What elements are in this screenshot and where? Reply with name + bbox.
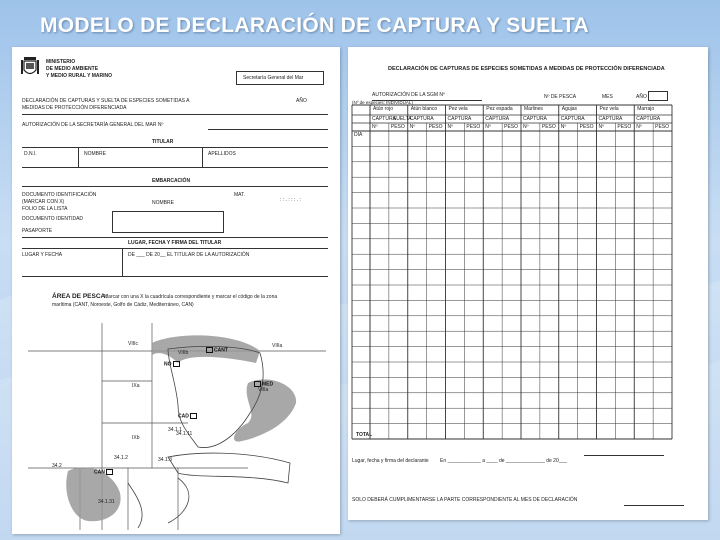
divider <box>22 147 328 148</box>
cell-border <box>122 248 123 276</box>
port-med[interactable]: MED <box>254 381 273 387</box>
cell-border <box>202 147 203 167</box>
area-title: ÁREA DE PESCA: <box>52 293 108 300</box>
coat-of-arms-icon <box>20 55 40 79</box>
field-pasaporte: PASAPORTE <box>22 228 53 234</box>
map-label: 34.1.11 <box>176 431 193 437</box>
numero-label: Nº <box>485 124 491 130</box>
captura-label: CAPTURA <box>447 116 472 122</box>
capture-table-page <box>348 47 708 520</box>
captura-label: CAPTURA <box>560 116 585 122</box>
field-nombre: NOMBRE <box>84 151 106 157</box>
suelta-label: SUELTA <box>392 116 412 122</box>
field-doc-identidad: DOCUMENTO IDENTIDAD <box>22 216 84 222</box>
captura-label: CAPTURA <box>485 116 510 122</box>
port-no[interactable]: NO <box>164 361 181 367</box>
field-dni: D.N.I. <box>24 151 37 157</box>
nombre-label: NOMBRE <box>152 200 174 206</box>
map-label: VIIIc <box>128 341 139 347</box>
captura-label: CAPTURA <box>598 116 623 122</box>
id-field-box[interactable] <box>112 211 224 233</box>
declaration-form-page <box>12 47 340 534</box>
firma-text: DE ___ DE 20__ EL TITULAR DE LA AUTORIZACIÓN <box>128 252 250 258</box>
port-can[interactable]: CAN <box>94 469 114 475</box>
section-firma: LUGAR, FECHA Y FIRMA DEL TITULAR <box>128 240 222 246</box>
field-folio: FOLIO DE LA LISTA <box>22 206 68 212</box>
map-label: 34.2 <box>52 463 62 469</box>
map-label: VIIIb <box>178 350 189 356</box>
divider <box>22 237 328 238</box>
map-label: IXa <box>132 383 140 389</box>
divider <box>22 114 328 115</box>
species-header: Atún rojo <box>373 106 394 112</box>
checkbox-icon <box>254 381 261 387</box>
section-embarcacion: EMBARCACIÓN <box>152 178 191 184</box>
map-label: 34.1.2 <box>114 455 128 461</box>
signature-line <box>584 455 664 456</box>
peso-label: PESO <box>428 124 443 130</box>
peso-label: PESO <box>466 124 481 130</box>
numero-label: Nº <box>447 124 453 130</box>
peso-label: PESO <box>655 124 670 130</box>
dia-label: DÍA <box>354 132 363 138</box>
intro-line-2: MEDIDAS DE PROTECCIÓN DIFERENCIADA <box>22 105 127 111</box>
auth-line: AUTORIZACIÓN DE LA SECRETARÍA GENERAL DEL MAR Nº <box>22 122 164 128</box>
secretaria-box <box>236 71 324 85</box>
ministry-line-2: DE MEDIO AMBIENTE <box>46 66 99 72</box>
peso-label: PESO <box>617 124 632 130</box>
divider <box>22 186 328 187</box>
ministry-line-1: MINISTERIO <box>46 59 76 65</box>
species-header: Marlines <box>524 106 543 112</box>
species-header: Pez vela <box>448 106 468 112</box>
peso-label: PESO <box>504 124 519 130</box>
species-header: Marrajo <box>637 106 655 112</box>
map-label: 34.1.3 <box>158 457 172 463</box>
intro-line-1: DECLARACIÓN DE CAPTURAS Y SUELTA DE ESPECIES SOMETIDAS A <box>22 98 190 104</box>
mat-label: MAT. <box>234 192 246 198</box>
peso-label: PESO <box>579 124 594 130</box>
signature-line <box>624 505 684 506</box>
species-header: Atún blanco <box>410 106 438 112</box>
map-label: 34.1.1 <box>168 427 182 433</box>
numero-label: Nº <box>409 124 416 130</box>
port-cad[interactable]: CAD <box>178 413 198 419</box>
footer-firma: Lugar, fecha y firma del declarante <box>352 458 429 464</box>
fishing-area-map <box>28 323 326 530</box>
checkbox-icon <box>190 413 197 419</box>
lugar-label: LUGAR Y FECHA <box>22 252 63 258</box>
cell-border <box>78 147 79 167</box>
table-fecha: Nº DE PESCA <box>544 94 577 100</box>
numero-label: Nº <box>560 124 567 130</box>
map-label: IXb <box>132 435 140 441</box>
field-apellidos: APELLIDOS <box>208 151 236 157</box>
checkbox-icon <box>106 469 113 475</box>
auth-underline <box>208 129 328 130</box>
year-label: AÑO <box>296 98 307 104</box>
ministry-line-3: Y MEDIO RURAL Y MARINO <box>46 73 113 79</box>
mat-dots: : : . : : : . : <box>280 197 301 203</box>
table-ano: AÑO <box>636 94 647 100</box>
field-marcar: (MARCAR CON X) <box>22 199 65 205</box>
numero-label: Nº <box>598 124 604 130</box>
port-cant[interactable]: CANT <box>206 347 228 353</box>
peso-label: PESO <box>541 124 556 130</box>
peso-label: PESO <box>390 124 405 130</box>
divider <box>22 167 328 168</box>
map-label: 34.1.31 <box>98 499 115 505</box>
map-label: VIIIa <box>258 387 269 393</box>
section-titular: TITULAR <box>152 139 174 145</box>
numero-label: Nº <box>636 124 642 130</box>
numero-label: Nº <box>372 124 378 130</box>
slide-title: MODELO DE DECLARACIÓN DE CAPTURA Y SUELTA <box>40 14 589 37</box>
table-especies: (Nº de especies: INDIVIDUAL) <box>352 100 413 105</box>
field-doc-ident: DOCUMENTO IDENTIFICACIÓN <box>22 192 97 198</box>
captura-label: CAPTURA <box>523 116 547 122</box>
species-header: Pez vela <box>599 106 619 112</box>
total-label: TOTAL <box>356 432 373 438</box>
area-text-1: Marcar con una X la cuadrícula correspondiente y marcar el código de la zona <box>104 294 278 300</box>
captura-label: CAPTURA <box>636 116 661 122</box>
numero-label: Nº <box>523 124 529 130</box>
secretaria-label: Secretaría General del Mar <box>243 75 304 81</box>
checkbox-icon <box>173 361 180 367</box>
captura-label: CAPTURA <box>409 116 434 122</box>
map-label: VIIIa <box>272 343 283 349</box>
table-title: DECLARACIÓN DE CAPTURAS DE ESPECIES SOMETIDAS A MEDIDAS DE PROTECCIÓN DIFERENCIADA <box>388 66 665 72</box>
area-text-2: marítima (CANT, Noroeste, Golfo de Cádiz, Mediterráneo, CAN) <box>52 302 194 308</box>
checkbox-icon <box>206 347 213 353</box>
species-header: Agujas <box>561 106 578 112</box>
divider <box>22 276 328 277</box>
table-auth: AUTORIZACIÓN DE LA SGM Nº <box>372 92 445 98</box>
footer-lugar-fecha: En ____________ a ____ de ______________ de 20___ <box>440 458 568 464</box>
shaded-zone-canarias <box>66 467 120 521</box>
footer-note: SOLO DEBERÁ CUMPLIMENTARSE LA PARTE CORRESPONDIENTE AL MES DE DECLARACIÓN <box>352 497 578 503</box>
table-mes: MES <box>602 94 613 100</box>
captura-label: CAPTURA <box>372 116 396 122</box>
species-header: Pez espada <box>486 106 513 112</box>
divider <box>22 248 328 249</box>
